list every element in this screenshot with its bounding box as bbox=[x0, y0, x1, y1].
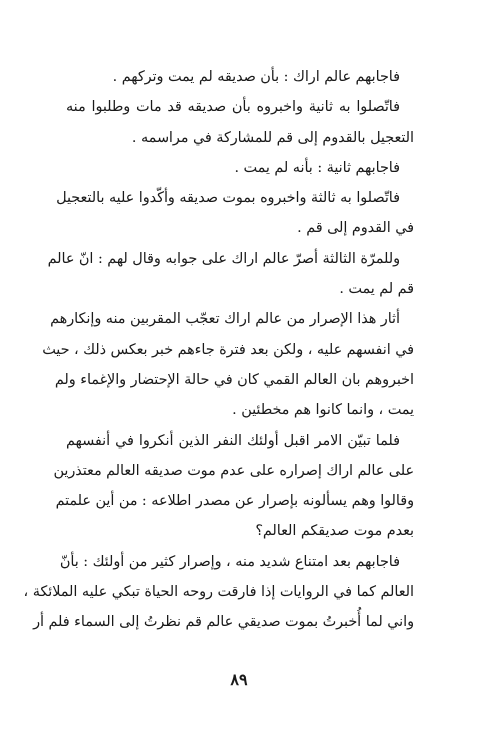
body-text bbox=[23, 62, 414, 638]
text-line: فاجابهم ثانية : بأنه لم يمت . bbox=[234, 159, 400, 176]
text-line: اخبروهم بان العالم القمي كان في حالة الإحتضار والإغماء ولم bbox=[54, 371, 414, 388]
text-line: في انفسهم عليه ، ولكن بعد فترة جاءهم خبر بعكس ذلك ، حيث bbox=[42, 341, 414, 358]
text-line: التعجيل بالقدوم إلى قم للمشاركة في مراسمه . bbox=[131, 129, 414, 146]
text-line: فاجابهم بعد امتناع شديد منه ، وإصرار كثير من أولئك : بأنّ bbox=[59, 553, 400, 570]
text-line: على عالم اراك إصراره على عدم موت صديقه العالم معتذرين bbox=[53, 462, 414, 479]
text-line: فاتّصلوا به ثانية واخبروه بأن صديقه قد مات وطلبوا منه bbox=[66, 99, 400, 116]
text-line: وللمرّة الثالثة أصرّ عالم اراك على جوابه وقال لهم : انّ عالم bbox=[47, 250, 400, 267]
text-line: فلما تبيّن الامر اقبل أولئك النفر الذين أنكروا في أنفسهم bbox=[66, 432, 400, 449]
text-line: بعدم موت صديقكم العالم؟ bbox=[255, 523, 414, 540]
text-line: أثار هذا الإصرار من عالم اراك تعجّب المقربين منه وإنكارهم bbox=[50, 311, 400, 328]
text-line: واني لما أُخبرتُ بموت صديقي عالم قم نظرتُ إلى السماء فلم أر bbox=[33, 614, 414, 631]
page-number: ٨٩ bbox=[230, 670, 248, 689]
text-line: فاجابهم عالم اراك : بأن صديقه لم يمت وتركهم . bbox=[112, 69, 400, 85]
text-line: العالم كما في الروايات إذا فارقت روحه الحياة تبكي عليه الملائكة ، bbox=[23, 584, 414, 601]
text-line: وقالوا وهم يسألونه بإصرار عن مصدر اطلاعه : من أين علمتم bbox=[55, 493, 414, 510]
text-line: في القدوم إلى قم . bbox=[297, 220, 414, 237]
text-line: فاتّصلوا به ثالثة واخبروه بموت صديقه وأكّدوا عليه بالتعجيل bbox=[56, 190, 400, 207]
text-line: قم لم يمت . bbox=[339, 281, 414, 298]
text-line: يمت ، وانما كانوا هم مخطئين . bbox=[232, 402, 414, 419]
